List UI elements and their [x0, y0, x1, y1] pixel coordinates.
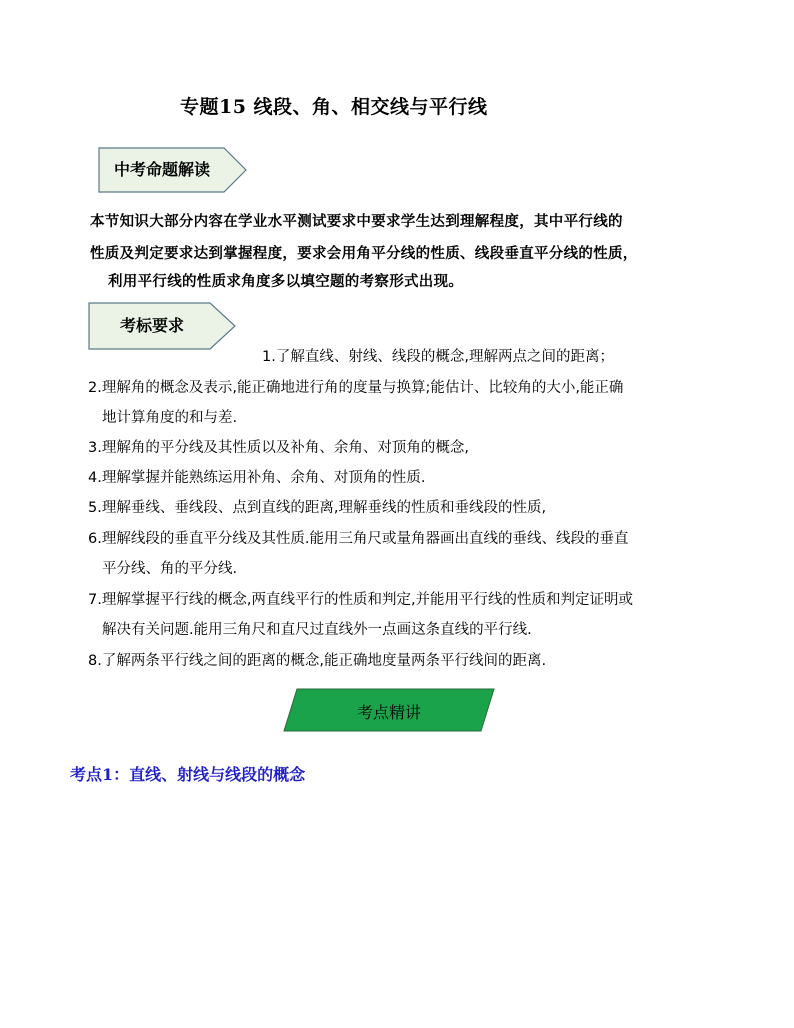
- requirement-item: 平分线、角的平分线.: [102, 561, 238, 577]
- keypoint-heading: 考点1：直线、射线与线段的概念: [70, 765, 306, 784]
- section-tag-label: 中考命题解读: [114, 160, 211, 179]
- intro-line: 性质及判定要求达到掌握程度，要求会用角平分线的性质、线段垂直平分线的性质，: [90, 245, 638, 262]
- intro-line: 本节知识大部分内容在学业水平测试要求中要求学生达到理解程度，其中平行线的: [90, 213, 623, 230]
- requirement-item: 5.理解垂线、垂线段、点到直线的距离,理解垂线的性质和垂线段的性质,: [88, 500, 547, 516]
- intro-line: 利用平行线的性质求角度多以填空题的考察形式出现。: [108, 273, 464, 290]
- section-tag-label: 考标要求: [120, 316, 185, 335]
- requirement-item: 7.理解掌握平行线的概念,两直线平行的性质和判定,并能用平行线的性质和判定证明或: [88, 592, 634, 608]
- requirement-item: 地计算角度的和与差.: [102, 410, 238, 426]
- requirement-item: 解决有关问题.能用三角尺和直尺过直线外一点画这条直线的平行线.: [102, 622, 532, 638]
- requirement-item: 6.理解线段的垂直平分线及其性质.能用三角尺或量角器画出直线的垂线、线段的垂直: [88, 531, 629, 547]
- section-tag-exam-interpretation: [98, 147, 248, 193]
- requirement-item: 3.理解角的平分线及其性质以及补角、余角、对顶角的概念,: [88, 440, 469, 456]
- requirement-item: 8.了解两条平行线之间的距离的概念,能正确地度量两条平行线间的距离.: [88, 653, 547, 669]
- requirement-item: 1.了解直线、射线、线段的概念,理解两点之间的距离；: [262, 349, 614, 365]
- document-title: 专题15 线段、角、相交线与平行线: [180, 96, 488, 118]
- keypoint-banner: [283, 688, 495, 732]
- banner-label: 考点精讲: [356, 703, 421, 722]
- section-tag-curriculum-requirements: [88, 302, 238, 350]
- requirement-item: 4.理解掌握并能熟练运用补角、余角、对顶角的性质.: [88, 470, 426, 486]
- requirement-item: 2.理解角的概念及表示,能正确地进行角的度量与换算;能估计、比较角的大小,能正确: [88, 380, 624, 396]
